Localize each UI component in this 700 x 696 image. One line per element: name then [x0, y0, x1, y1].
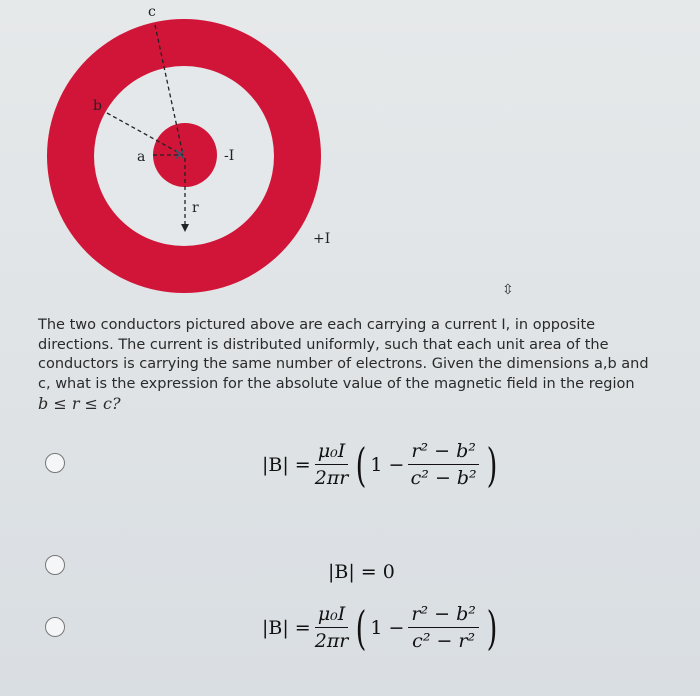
lhs: |B| = — [262, 616, 311, 639]
question-body: The two conductors pictured above are each carrying a current I, in opposite directions. The current is distributed uniformly, such that each unit area of the conductors is carrying the same number of electrons. Given the dimensions a,b and c, what is the expression for the absolute value of the magnetic field in the region — [38, 317, 649, 392]
ratio: $\frac{\text{r² − b²}}{\text{c² − b²}}$ — [408, 440, 478, 489]
option-1-formula[interactable]: |B| = $\frac{\text{μ₀I}}{2\pi r}$ ( 1 − $\frac{\text{r² − b²}}{\text{c² − b²}}$ ) — [262, 437, 498, 492]
coefficient: $\frac{\text{μ₀I}}{2\pi r}$ — [314, 440, 349, 489]
expr: |B| = 0 — [328, 561, 395, 583]
coefficient: $\frac{\text{μ₀I}}{2\pi r}$ — [314, 603, 349, 652]
label-a: a — [137, 149, 146, 165]
one-minus: 1 − — [370, 453, 405, 476]
current-into-page-icon: ✕ — [173, 145, 187, 164]
mouse-cursor-icon: ⇳ — [502, 282, 514, 298]
label-inner-current: -I — [224, 148, 235, 164]
option-2-radio[interactable] — [45, 555, 65, 575]
question-text — [38, 316, 658, 416]
one-minus: 1 − — [370, 616, 405, 639]
label-outer-current: +I — [313, 231, 331, 247]
lhs: |B| = — [262, 453, 311, 476]
ratio: $\frac{\text{r² − b²}}{\text{c² − r²}}$ — [408, 603, 478, 652]
label-r: r — [192, 200, 199, 216]
option-1-radio[interactable] — [45, 453, 65, 473]
option-3-radio[interactable] — [45, 617, 65, 637]
option-3-formula[interactable]: |B| = $\frac{\text{μ₀I}}{2\pi r}$ ( 1 − $\frac{\text{r² − b²}}{\text{c² − r²}}$ ) — [262, 600, 498, 655]
label-c: c — [148, 4, 156, 20]
label-b: b — [93, 98, 102, 114]
coaxial-conductor-diagram — [0, 0, 360, 300]
region-expression: b ≤ r ≤ c? — [38, 394, 121, 413]
option-2-formula[interactable] — [328, 561, 395, 583]
